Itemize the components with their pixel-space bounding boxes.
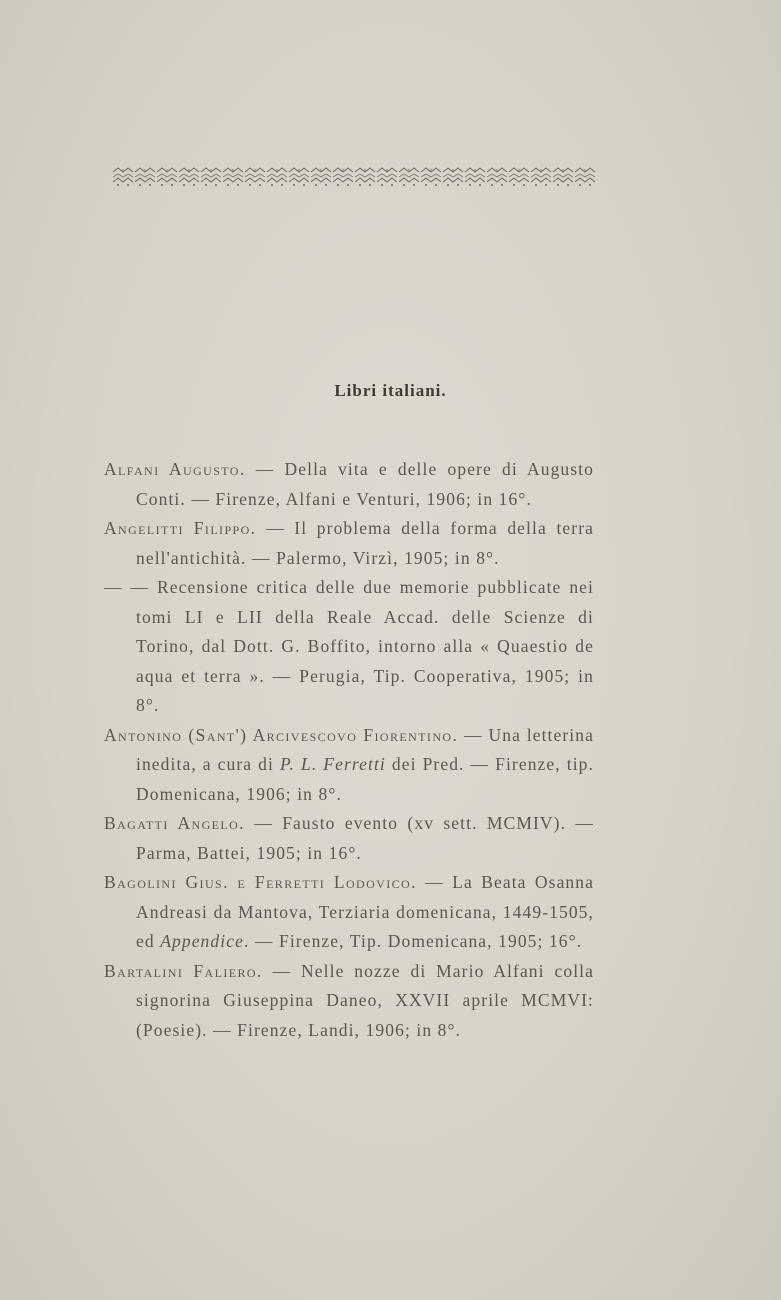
bibliography-entry: [104, 957, 594, 1046]
entry-author: Alfani Augusto.: [104, 459, 246, 479]
section-title: Libri italiani.: [334, 381, 447, 400]
entry-text: dei Pred. — Firenze, tip. Domenicana, 1906; in 8°.: [136, 754, 595, 804]
entry-author: Bartalini Faliero.: [104, 960, 263, 981]
entry-text: — Della vita e delle opere di Augusto Conti. — Firenze, Alfani e Venturi, 1906; in 16°.: [136, 459, 594, 509]
bibliography-entry: [104, 514, 594, 573]
entry-author: — —: [104, 577, 150, 597]
entry-author: Bagatti Angelo.: [104, 813, 245, 833]
bibliography-entry: [104, 721, 594, 810]
entry-text: — Una letterina inedita, a cura di: [136, 724, 594, 774]
bibliography-entry: [104, 868, 594, 957]
bibliography-entry: [104, 455, 594, 514]
entry-text: — Nelle nozze di Mario Alfani colla signorina Giuseppina Daneo, XXVII aprile MCMVI: (Poesie). — Firenze, Landi, 1906; in 8°.: [136, 960, 594, 1040]
entry-text: Recensione critica delle due memorie pubblicate nei tomi LI e LII della Reale Accad. delle Scienze di Torino, dal Dott. G. Boffito, intorno alla « Quaestio de aqua et terra ». — Perugia, Tip. Cooperativa, 1905; in 8°.: [136, 577, 594, 715]
entry-italic: Appendice: [160, 931, 244, 951]
entry-text: — Il problema della forma della terra nell'antichità. — Palermo, Virzì, 1905; in 8°.: [136, 518, 594, 568]
entry-author: Bagolini Gius. e Ferretti Lodovico.: [104, 872, 417, 892]
entry-text: — La Beata Osanna Andreasi da Mantova, Terziaria domenicana, 1449-1505, ed: [136, 872, 594, 951]
entry-text: . — Firenze, Tip. Domenicana, 1905; 16°.: [243, 931, 583, 951]
bibliography-list: [104, 455, 594, 1045]
entry-author: Angelitti Filippo.: [104, 518, 257, 538]
entry-text: — Fausto evento (xv sett. MCMIV). — Parma, Battei, 1905; in 16°.: [136, 813, 595, 863]
decorative-border-ornament: [112, 166, 596, 188]
entry-italic: P. L. Ferretti: [279, 754, 386, 774]
entry-author: Antonino (Sant') Arcivescovo Fiorentino.: [104, 724, 459, 745]
bibliography-entry: [104, 809, 594, 868]
bibliography-entry: [104, 573, 594, 721]
